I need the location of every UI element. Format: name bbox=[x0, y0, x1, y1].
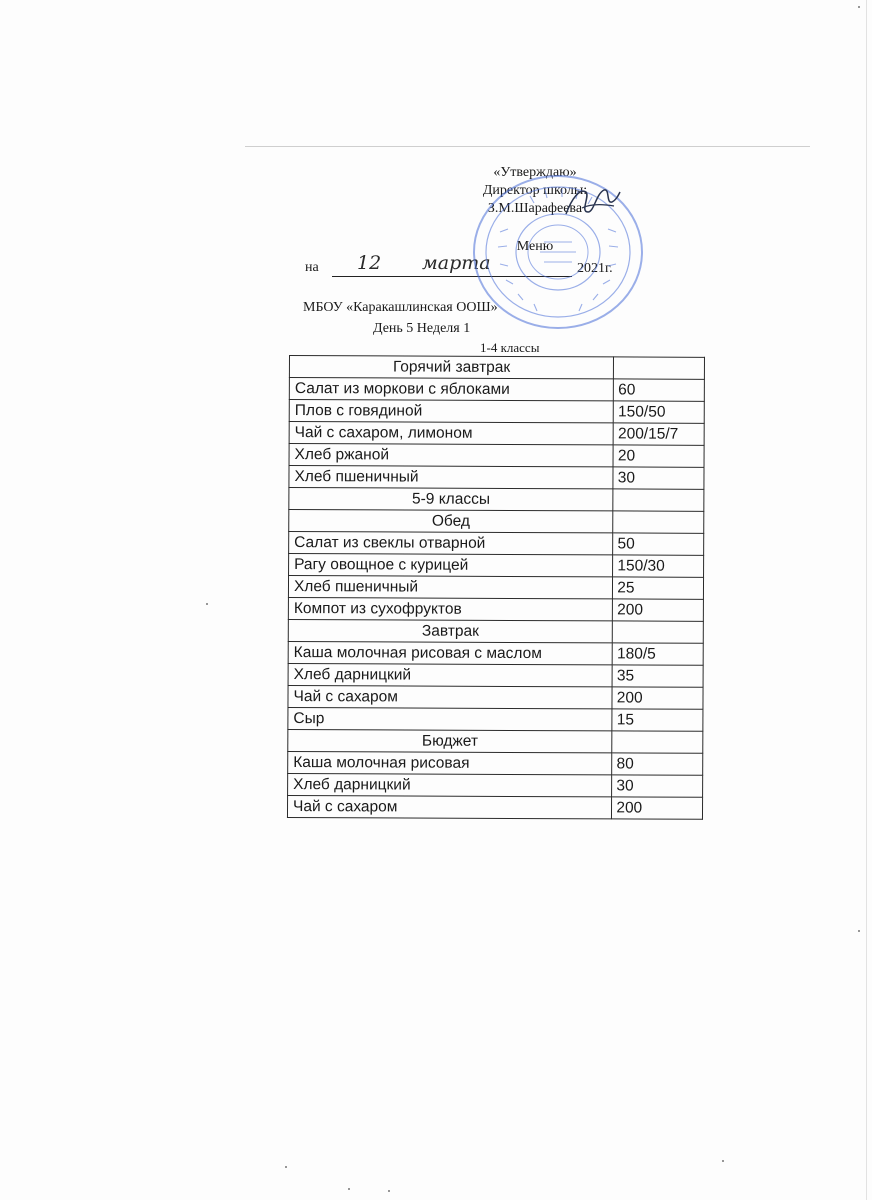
dish-portion: 80 bbox=[612, 753, 703, 775]
scan-speck bbox=[348, 1188, 350, 1190]
section-header-portion bbox=[612, 731, 703, 753]
menu-item-row bbox=[289, 444, 704, 468]
dish-name: Хлеб дарницкий bbox=[288, 663, 612, 686]
page-edge bbox=[866, 0, 867, 1200]
menu-item-row bbox=[289, 378, 704, 402]
dish-portion: 50 bbox=[613, 533, 704, 555]
menu-item-row bbox=[289, 532, 704, 556]
dish-name: Хлеб пшеничный bbox=[288, 576, 612, 599]
section-header-portion bbox=[613, 511, 704, 533]
scan-speck bbox=[206, 603, 208, 605]
dish-name: Чай с сахаром bbox=[287, 795, 611, 818]
date-year: 2021г. bbox=[577, 261, 613, 276]
menu-item-row bbox=[288, 641, 703, 665]
dish-portion: 150/30 bbox=[613, 555, 704, 577]
dish-portion: 150/50 bbox=[614, 401, 705, 423]
dish-portion: 200/15/7 bbox=[613, 423, 704, 445]
dish-portion: 15 bbox=[612, 709, 703, 731]
dish-name: Хлеб ржаной bbox=[289, 444, 613, 467]
section-header: Завтрак bbox=[288, 619, 612, 642]
dish-name: Салат из моркови с яблоками bbox=[289, 378, 613, 401]
scan-speck bbox=[722, 1160, 724, 1162]
dish-portion: 20 bbox=[613, 445, 704, 467]
dish-portion: 60 bbox=[614, 379, 705, 401]
handwritten-day: 12 bbox=[357, 252, 382, 274]
menu-table bbox=[287, 355, 705, 820]
handwritten-month: марта bbox=[422, 252, 491, 274]
school-name: МБОУ «Каракашлинская ООШ» bbox=[303, 300, 498, 315]
day-week-label: День 5 Неделя 1 bbox=[373, 321, 471, 336]
dish-name: Сыр bbox=[288, 707, 612, 730]
dish-portion: 35 bbox=[612, 665, 703, 687]
approval-heading: «Утверждаю» bbox=[493, 165, 577, 180]
section-header-portion bbox=[614, 357, 705, 379]
dish-portion: 200 bbox=[612, 687, 703, 709]
section-header: Обед bbox=[289, 510, 613, 533]
menu-item-row bbox=[288, 663, 703, 687]
menu-item-row bbox=[288, 707, 703, 731]
dish-portion: 30 bbox=[613, 467, 704, 489]
dish-portion: 30 bbox=[612, 775, 703, 797]
classes-label: 1-4 классы bbox=[480, 340, 540, 355]
dish-portion: 200 bbox=[613, 599, 704, 621]
dish-portion: 200 bbox=[612, 797, 703, 819]
approval-name: З.М.Шарафеева bbox=[487, 201, 583, 216]
menu-table-body bbox=[287, 356, 704, 820]
section-header-row bbox=[288, 729, 703, 753]
dish-name: Чай с сахаром, лимоном bbox=[289, 422, 613, 445]
dish-name: Салат из свеклы отварной bbox=[289, 532, 613, 555]
dish-name: Каша молочная рисовая bbox=[288, 751, 612, 774]
approval-position: Директор школы: bbox=[482, 183, 588, 198]
menu-item-row bbox=[288, 576, 703, 600]
section-header-row bbox=[289, 488, 704, 512]
dish-portion: 180/5 bbox=[612, 643, 703, 665]
section-header: Бюджет bbox=[288, 729, 612, 752]
dish-name: Хлеб пшеничный bbox=[289, 466, 613, 489]
date-prefix: на bbox=[305, 260, 319, 275]
dish-name: Чай с сахаром bbox=[288, 685, 612, 708]
section-header-portion bbox=[613, 489, 704, 511]
menu-item-row bbox=[289, 400, 704, 424]
scan-speck bbox=[388, 1190, 390, 1192]
section-header-row bbox=[289, 356, 704, 380]
menu-item-row bbox=[289, 466, 704, 490]
menu-item-row bbox=[289, 422, 704, 446]
scan-speck bbox=[858, 6, 860, 8]
section-header-row bbox=[288, 619, 703, 643]
menu-item-row bbox=[289, 554, 704, 578]
section-header-row bbox=[289, 510, 704, 534]
dish-name: Рагу овощное с курицей bbox=[289, 554, 613, 577]
scan-speck bbox=[285, 1166, 287, 1168]
menu-item-row bbox=[288, 685, 703, 709]
dish-name: Компот из сухофруктов bbox=[288, 597, 612, 620]
signature-icon bbox=[562, 178, 622, 228]
menu-item-row bbox=[287, 795, 702, 819]
section-header-portion bbox=[613, 621, 704, 643]
section-header: Горячий завтрак bbox=[289, 356, 613, 379]
dish-name: Каша молочная рисовая с маслом bbox=[288, 641, 612, 664]
top-divider bbox=[245, 146, 810, 147]
section-header: 5-9 классы bbox=[289, 488, 613, 511]
menu-title: Меню bbox=[516, 239, 554, 254]
scan-speck bbox=[858, 930, 860, 932]
menu-item-row bbox=[288, 751, 703, 775]
menu-item-row bbox=[288, 773, 703, 797]
menu-item-row bbox=[288, 597, 703, 621]
dish-portion: 25 bbox=[613, 577, 704, 599]
dish-name: Плов с говядиной bbox=[289, 400, 613, 423]
dish-name: Хлеб дарницкий bbox=[288, 773, 612, 796]
